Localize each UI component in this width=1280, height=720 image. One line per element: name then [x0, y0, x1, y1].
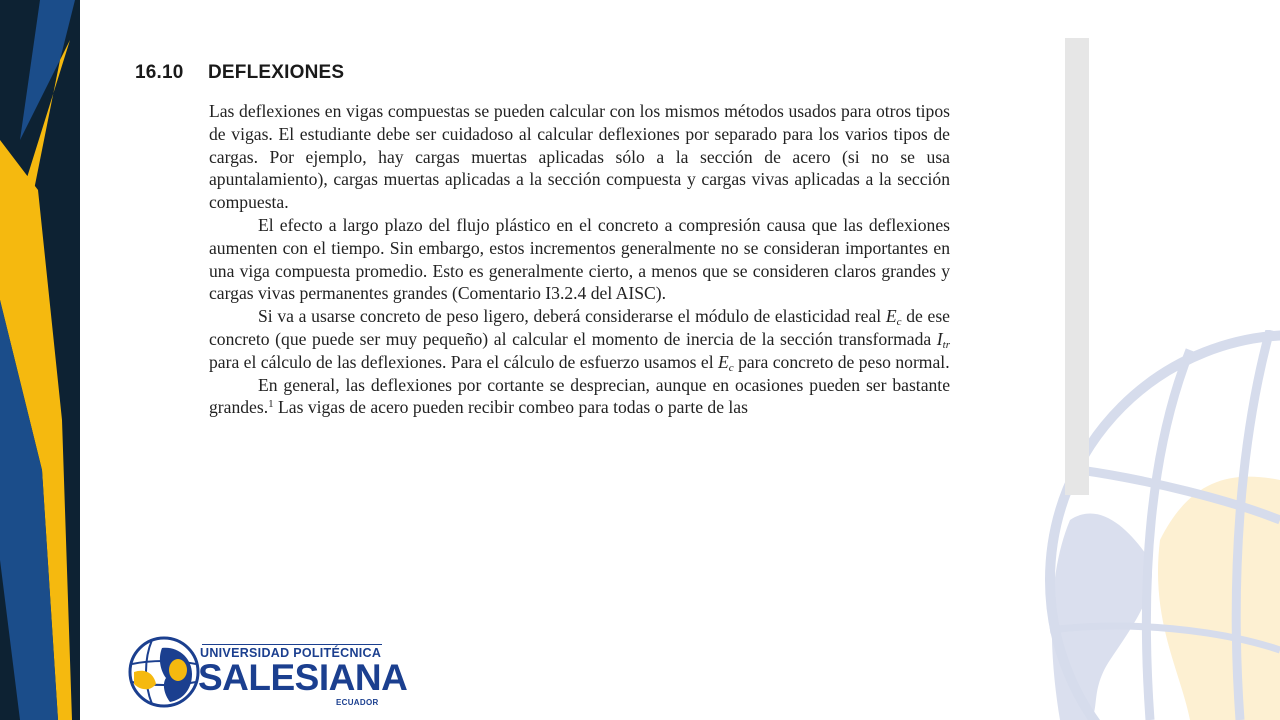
p3-text-a: Si va a usarse concreto de peso ligero, deberá considerarse el módulo de elasticidad real: [258, 306, 886, 327]
logo-globe-icon: [126, 634, 202, 710]
p4-text-a: En general, las deflexiones por cortante se desprecian, aunque en ocasiones pueden ser bastante grandes.: [209, 374, 950, 418]
footnote-marker: 1: [268, 398, 274, 411]
section-number: 16.10: [135, 62, 184, 83]
p3-text-b: de ese concreto (que puede ser muy pequeño) al calcular el momento de inercia de la sección transformada: [209, 306, 950, 349]
p4-text-b: Las vigas de acero pueden recibir combeo para todas o parte de las: [273, 397, 748, 418]
p3-text-c: para el cálculo de las deflexiones. Para el cálculo de esfuerzo usamos el: [209, 351, 719, 372]
paragraph-1: Las deflexiones en vigas compuestas se pueden calcular con los mismos métodos usados para otros tipos de vigas. El estudiante debe ser cuidadoso al calcular deflexiones por separado para los varios tipos de cargas. Por ejemplo, hay cargas muertas aplicadas sólo a la sección de acero (si no se usa apuntalamiento), cargas muertas aplicadas a la sección compuesta y cargas vivas aplicadas a la sección compuesta.: [209, 101, 950, 213]
paragraph-3: [209, 305, 950, 373]
section-heading: [135, 62, 344, 84]
ec-symbol: $E_c$: [718, 351, 734, 374]
section-title: DEFLEXIONES: [208, 62, 345, 83]
logo-main-text: SALESIANA: [198, 657, 408, 698]
left-decorative-band: [0, 0, 80, 720]
university-logo: [126, 634, 408, 710]
paragraph-2: El efecto a largo plazo del flujo plástico en el concreto a compresión causa que las deflexiones aumenten con el tiempo. Sin embargo, estos incrementos generalmente no se consideran importantes en una viga compuesta promedio. Esto es generalmente cierto, a menos que se consideren claros grandes y cargas vivas permanentes grandes (Comentario I3.2.4 del AISC).: [209, 214, 950, 304]
body-text: [209, 100, 950, 419]
ec-symbol: $E_c$: [885, 306, 902, 329]
p3-text-d: para concreto de peso normal.: [733, 351, 950, 372]
side-gray-bar: [1065, 38, 1089, 495]
logo-rule: [202, 644, 382, 645]
logo-top-text: UNIVERSIDAD POLITÉCNICA: [200, 646, 382, 660]
logo-sub-text: ECUADOR: [336, 698, 379, 707]
itr-symbol: $I_{tr}$: [936, 328, 950, 351]
paragraph-4: [209, 374, 950, 420]
